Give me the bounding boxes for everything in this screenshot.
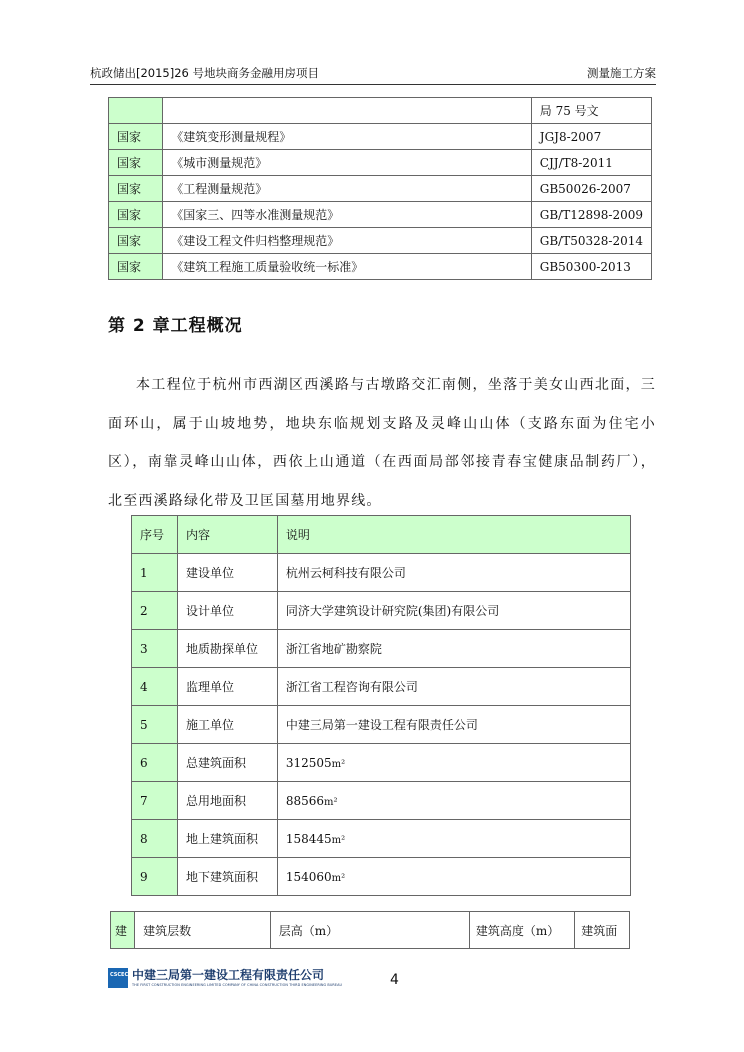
description-cell (277, 782, 630, 820)
row-number-cell: 1 (132, 554, 178, 592)
code-cell: CJJ/T8-2011 (531, 150, 651, 176)
header-cell: 建筑高度（m） (469, 912, 574, 949)
table-row (132, 782, 631, 820)
header-doc-title: 测量施工方案 (587, 66, 656, 80)
header-cell: 序号 (132, 516, 178, 554)
code-cell: GB/T12898-2009 (531, 202, 651, 228)
description-text: 杭州云柯科技有限公司 (285, 566, 406, 580)
name-cell: 《城市测量规范》 (163, 150, 532, 176)
row-number-cell: 2 (132, 592, 178, 630)
header-cell: 内容 (177, 516, 277, 554)
description-cell (277, 630, 630, 668)
code-cell: GB50026-2007 (531, 176, 651, 202)
project-info-table (131, 515, 631, 896)
table-row (109, 228, 652, 254)
standards-table (108, 97, 652, 280)
building-table (110, 911, 630, 949)
table-row (109, 98, 652, 124)
page-number: 4 (390, 972, 399, 988)
row-number-cell: 4 (132, 668, 178, 706)
name-cell: 《建筑工程施工质量验收统一标准》 (163, 254, 532, 280)
table-row (132, 554, 631, 592)
code-cell: GB/T50328-2014 (531, 228, 651, 254)
level-cell: 国家 (109, 176, 163, 202)
description-text: 88566 (285, 793, 325, 808)
table-row (132, 858, 631, 896)
code-cell: 局 75 号文 (531, 98, 651, 124)
company-logo-icon (108, 968, 128, 988)
header-cell: 层高（m） (270, 912, 469, 949)
description-text: 154060 (285, 869, 332, 884)
unit-text: m² (331, 834, 346, 846)
table-header-row (111, 912, 630, 949)
unit-text: m² (331, 872, 346, 884)
description-text: 中建三局第一建设工程有限责任公司 (285, 718, 478, 732)
item-cell: 设计单位 (177, 592, 277, 630)
row-number-cell: 9 (132, 858, 178, 896)
table-row (132, 706, 631, 744)
description-cell (277, 668, 630, 706)
row-number-cell: 7 (132, 782, 178, 820)
unit-text: m² (324, 796, 338, 808)
table-row (109, 176, 652, 202)
company-name-en: THE FIRST CONSTRUCTION ENGINEERING LIMITED COMPANY OF CHINA CONSTRUCTION THIRD ENGINEERING BUREAU (132, 983, 343, 987)
item-cell: 施工单位 (177, 706, 277, 744)
name-cell: 《建筑变形测量规程》 (163, 124, 532, 150)
item-cell: 总用地面积 (177, 782, 277, 820)
description-cell (277, 706, 630, 744)
page-header (90, 64, 656, 85)
level-cell (109, 98, 163, 124)
code-cell: JGJ8-2007 (531, 124, 651, 150)
table-row (109, 150, 652, 176)
level-cell: 国家 (109, 124, 163, 150)
description-text: 312505 (285, 755, 332, 770)
description-cell (277, 592, 630, 630)
item-cell: 监理单位 (177, 668, 277, 706)
row-number-cell: 8 (132, 820, 178, 858)
table-header-row (132, 516, 631, 554)
table-row (132, 630, 631, 668)
table-row (132, 592, 631, 630)
name-cell: 《国家三、四等水准测量规范》 (163, 202, 532, 228)
name-cell: 《建设工程文件归档整理规范》 (163, 228, 532, 254)
header-cell: 说明 (277, 516, 630, 554)
level-cell: 国家 (109, 228, 163, 254)
header-cell: 建 (111, 912, 135, 949)
description-text: 浙江省地矿勘察院 (285, 642, 382, 656)
code-cell: GB50300-2013 (531, 254, 651, 280)
item-cell: 地下建筑面积 (177, 858, 277, 896)
page-footer (108, 966, 408, 992)
description-text: 浙江省工程咨询有限公司 (285, 680, 418, 694)
description-cell (277, 744, 630, 782)
table-row (109, 202, 652, 228)
item-cell: 建设单位 (177, 554, 277, 592)
header-cell: 建筑面 (575, 912, 630, 949)
level-cell: 国家 (109, 202, 163, 228)
table-row (109, 254, 652, 280)
description-cell (277, 554, 630, 592)
row-number-cell: 5 (132, 706, 178, 744)
level-cell: 国家 (109, 150, 163, 176)
description-text: 同济大学建筑设计研究院(集团)有限公司 (285, 604, 500, 618)
logo-text: CSCEC (110, 972, 129, 978)
overview-paragraph: 本工程位于杭州市西湖区西溪路与古墩路交汇南侧，坐落于美女山西北面，三面环山，属于山坡地势，地块东临规划支路及灵峰山山体（支路东面为住宅小区），南靠灵峰山山体，西依上山通道（在西面局部邻接青春宝健康品制药厂），北至西溪路绿化带及卫匡国墓用地界线。 (108, 377, 656, 509)
item-cell: 总建筑面积 (177, 744, 277, 782)
description-cell (277, 858, 630, 896)
table-row (132, 744, 631, 782)
level-cell: 国家 (109, 254, 163, 280)
unit-text: m² (331, 758, 346, 770)
name-cell (163, 98, 532, 124)
row-number-cell: 3 (132, 630, 178, 668)
row-number-cell: 6 (132, 744, 178, 782)
header-cell: 建筑层数 (135, 912, 271, 949)
company-name-cn: 中建三局第一建设工程有限责任公司 (132, 968, 325, 982)
chapter-title: 第 2 章工程概况 (108, 316, 243, 336)
table-row (109, 124, 652, 150)
description-cell (277, 820, 630, 858)
description-text: 158445 (285, 831, 332, 846)
item-cell: 地上建筑面积 (177, 820, 277, 858)
header-project-title: 杭政储出[2015]26 号地块商务金融用房项目 (90, 66, 320, 80)
name-cell: 《工程测量规范》 (163, 176, 532, 202)
table-row (132, 820, 631, 858)
table-row (132, 668, 631, 706)
item-cell: 地质勘探单位 (177, 630, 277, 668)
